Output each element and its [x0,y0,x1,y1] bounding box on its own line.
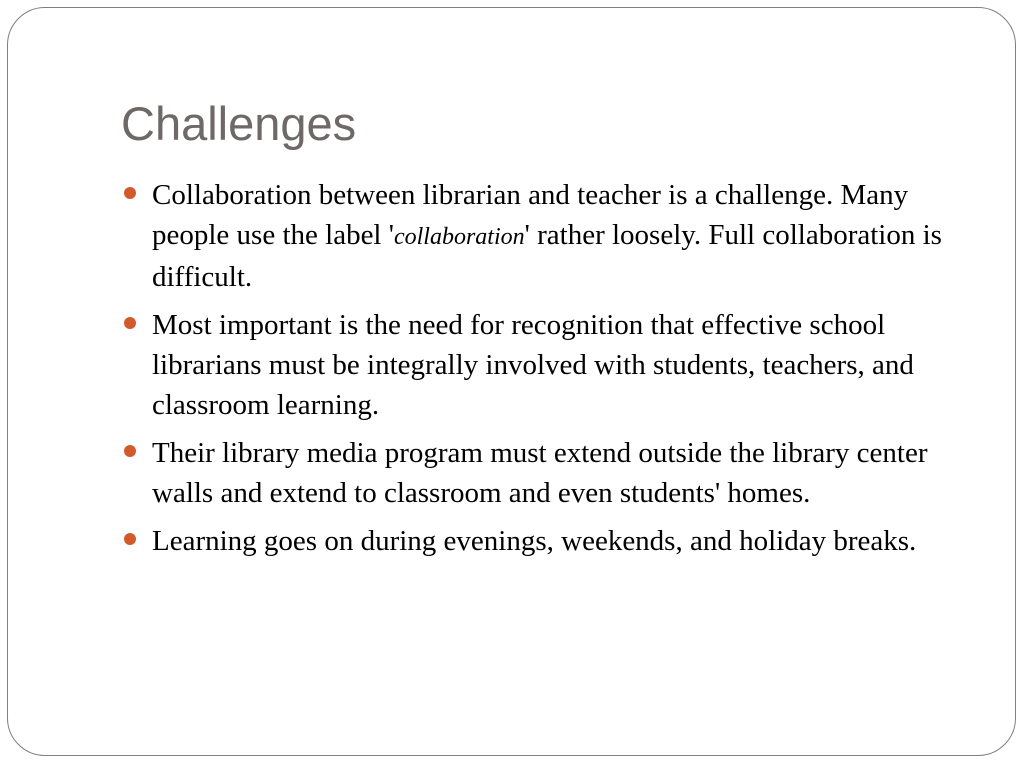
bullet-item-recognition [123,305,973,425]
bullet-text-part: Collaboration between librarian and teacher is a challenge. Many people use the label ' [152,179,909,251]
bullet-text: Most important is the need for recognition that effective school librarians must be integrally involved with students, teachers, and classroom learning. [152,309,914,421]
bullet-text-part: ' rather loosely. Full collaboration is difficult. [152,219,942,293]
bullet-item-program [123,433,973,513]
bullet-item-collaboration [123,175,973,297]
bullet-item-learning [123,521,973,561]
bullet-dot-icon [124,187,136,199]
bullet-text: Learning goes on during evenings, weekends, and holiday breaks. [152,525,917,557]
bullet-text [152,179,942,293]
emphasized-term: collaboration [393,224,525,250]
bullet-dot-icon [124,317,136,329]
slide [7,7,1016,756]
slide-title: Challenges [121,97,357,150]
bullet-dot-icon [124,445,136,457]
bullet-dot-icon [124,533,136,545]
bullet-text: Their library media program must extend outside the library center walls and extend to classroom and even students' homes. [152,437,928,509]
bullet-list [123,175,973,569]
